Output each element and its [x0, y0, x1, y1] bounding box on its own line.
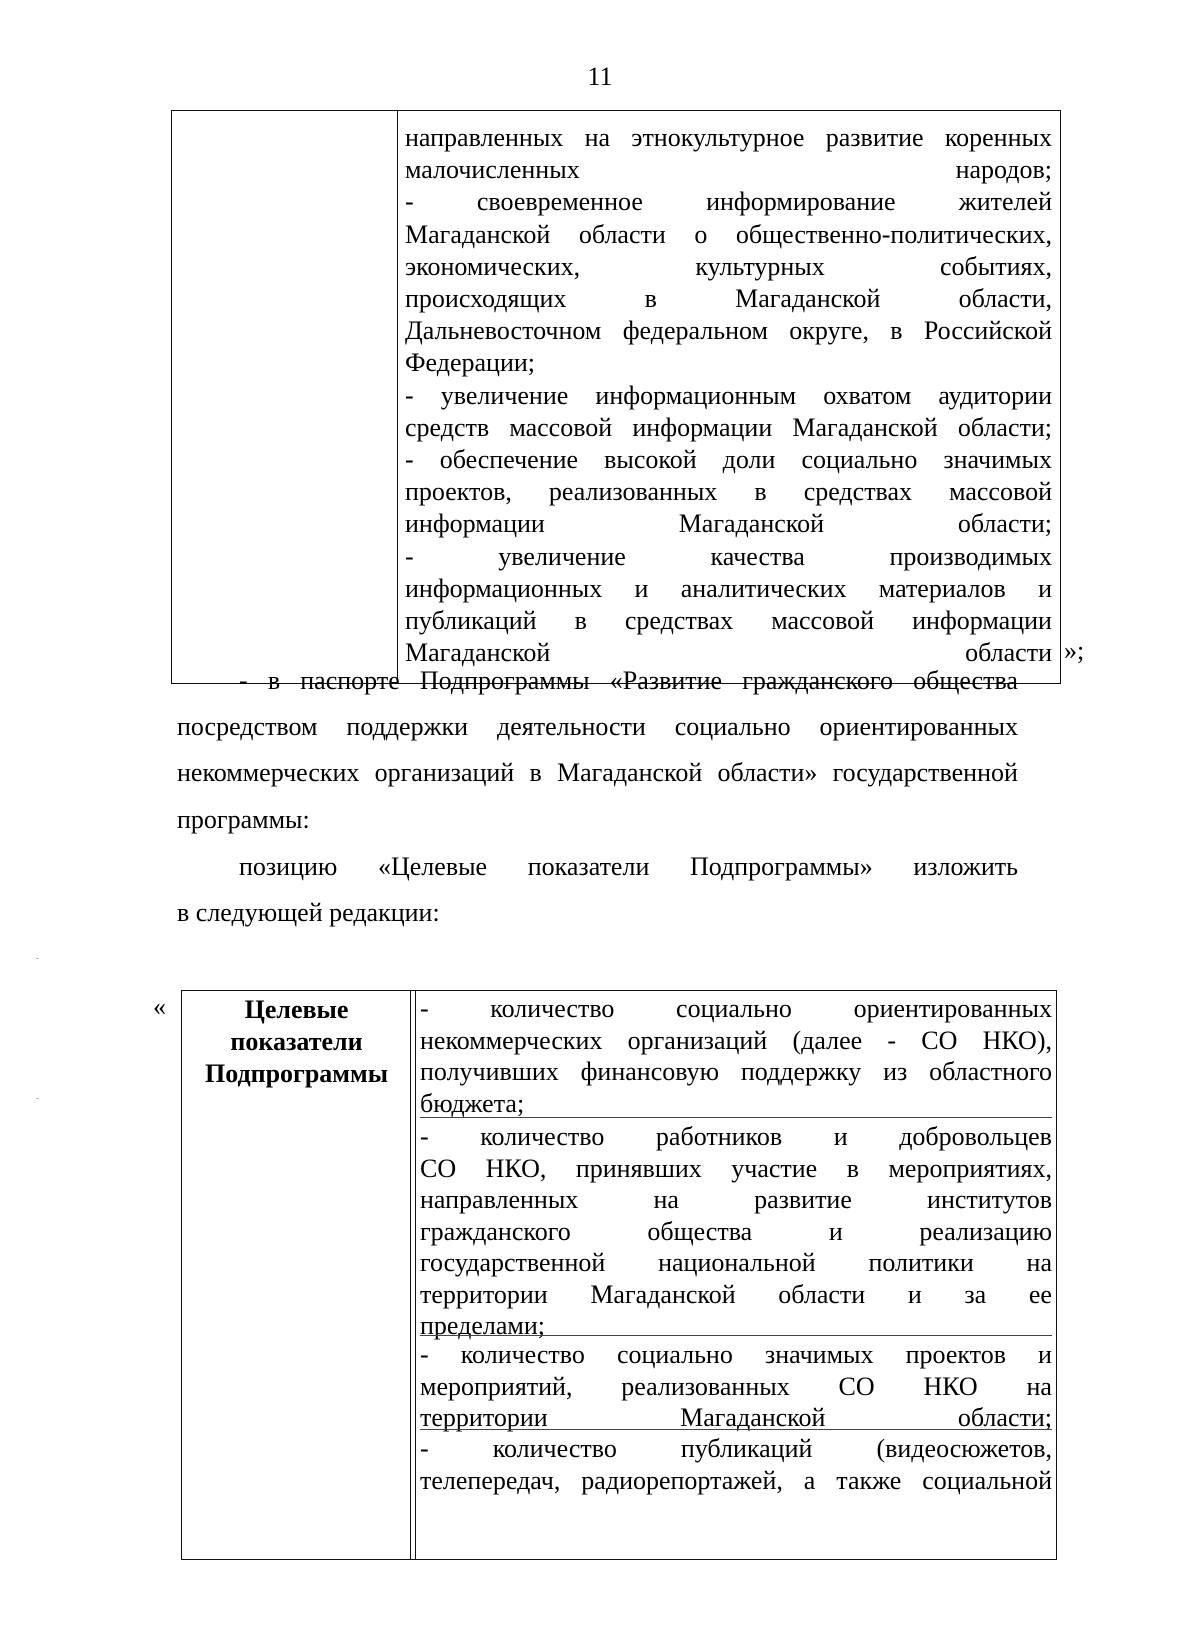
scan-mark: [36, 1098, 39, 1099]
indicator-line: пределами;: [420, 1311, 545, 1340]
word: организаций: [374, 758, 515, 787]
paragraph-line: программы:: [177, 805, 310, 834]
word: в: [267, 666, 281, 695]
indicator-line: - количество социально ориентированных: [420, 994, 1052, 1023]
paragraph-line: [177, 758, 1018, 788]
table-text-line: публикаций в средствах массовой информации: [405, 606, 1052, 636]
indicator-line: государственной национальной политики на: [420, 1248, 1052, 1277]
table-text-line: экономических, культурных событиях,: [405, 251, 1052, 281]
indicator-line: получивших финансовую поддержку из областного: [420, 1057, 1052, 1086]
table-text-line: - увеличение информационным охватом аудитории: [405, 380, 1052, 410]
word: -: [239, 666, 248, 695]
paragraph-line: в следующей редакции:: [177, 898, 440, 927]
word: общества: [913, 666, 1018, 695]
paragraph-line: [239, 852, 1018, 882]
word: государственной: [832, 758, 1018, 787]
table-text-line: направленных на этнокультурное развитие коренных: [405, 123, 1052, 152]
word: паспорте: [300, 666, 400, 695]
indicator-line: - количество публикаций (видеосюжетов,: [420, 1434, 1052, 1463]
word: поддержки: [346, 712, 469, 741]
table-text-line: Магаданской области: [405, 638, 1052, 668]
indicator-item: [420, 1339, 1052, 1434]
scan-mark: [36, 958, 39, 959]
table-text-line: Федерации;: [405, 348, 536, 378]
item-separator: [420, 1335, 1052, 1336]
indicator-item: [420, 1433, 1052, 1496]
word: показатели: [527, 852, 650, 881]
table-text-line: малочисленных народов;: [405, 155, 1052, 185]
table-text-line: - увеличение качества производимых: [405, 541, 1052, 571]
table-text-line: проектов, реализованных в средствах массовой: [405, 477, 1052, 507]
word: деятельности: [496, 712, 646, 741]
word: Магаданской: [556, 758, 703, 787]
header-line: показатели: [230, 1027, 363, 1056]
indicator-line: территории Магаданской области и за ее: [420, 1279, 1052, 1309]
indicator-line: СО НКО, принявших участие в мероприятиях,: [420, 1153, 1052, 1183]
column-divider: [397, 111, 398, 683]
indicator-line: - количество социально значимых проектов и: [420, 1340, 1052, 1369]
item-separator: [420, 1429, 1052, 1430]
table-text-line: происходящих в Магаданской области,: [405, 284, 1052, 314]
header-cell: [182, 994, 411, 1090]
indicator-item: [420, 1121, 1052, 1342]
word: Подпрограммы: [419, 666, 590, 695]
table-text-line: информации Магаданской области;: [405, 509, 1052, 539]
header-line: Целевые: [244, 995, 349, 1024]
paragraph-line: [239, 666, 1018, 696]
table-text-line: - своевременное информирование жителей: [405, 187, 1052, 217]
table-text-line: Дальневосточном федеральном округе, в Российской: [405, 316, 1052, 346]
continued-table: [171, 110, 1061, 684]
word: изложить: [913, 852, 1018, 881]
word: области»: [717, 758, 818, 787]
word: позицию: [239, 852, 338, 881]
word: посредством: [177, 712, 318, 741]
word: «Целевые: [377, 852, 488, 881]
table-cell-text: [405, 122, 1052, 669]
word: Подпрограммы»: [689, 852, 873, 881]
table-text-line: информационных и аналитических материалов и: [405, 573, 1052, 603]
word: ориентированных: [819, 712, 1018, 741]
target-indicators-table: [181, 990, 1057, 1560]
indicator-line: некоммерческих организаций (далее - СО НКО),: [420, 1025, 1052, 1055]
indicator-line: направленных на развитие институтов: [420, 1185, 1052, 1214]
table-text-line: Магаданской области о общественно-политических,: [405, 219, 1052, 249]
page-number: 11: [587, 62, 613, 91]
column-divider-inner: [415, 991, 416, 1559]
indicator-line: телепередач, радиорепортажей, а также социальной: [420, 1465, 1052, 1495]
indicator-line: гражданского общества и реализацию: [420, 1216, 1052, 1246]
indicator-line: территории Магаданской области;: [420, 1403, 1052, 1432]
item-separator: [420, 1117, 1052, 1118]
indicator-line: бюджета;: [420, 1088, 525, 1118]
table-text-line: средств массовой информации Магаданской области;: [405, 412, 1052, 442]
word: в: [529, 758, 542, 787]
indicator-item: [420, 993, 1052, 1119]
header-line: Подпрограммы: [204, 1059, 389, 1088]
word: социально: [674, 712, 791, 741]
paragraph-line: [177, 712, 1018, 742]
indicator-line: - количество работников и добровольцев: [420, 1122, 1052, 1151]
closing-quote: »;: [1064, 636, 1085, 665]
word: гражданского: [742, 666, 893, 695]
indicator-line: мероприятий, реализованных СО НКО на: [420, 1371, 1052, 1401]
word: «Развитие: [609, 666, 723, 695]
word: некоммерческих: [177, 758, 360, 787]
table-text-line: - обеспечение высокой доли социально значимых: [405, 445, 1052, 475]
opening-quote: «: [153, 992, 166, 1021]
